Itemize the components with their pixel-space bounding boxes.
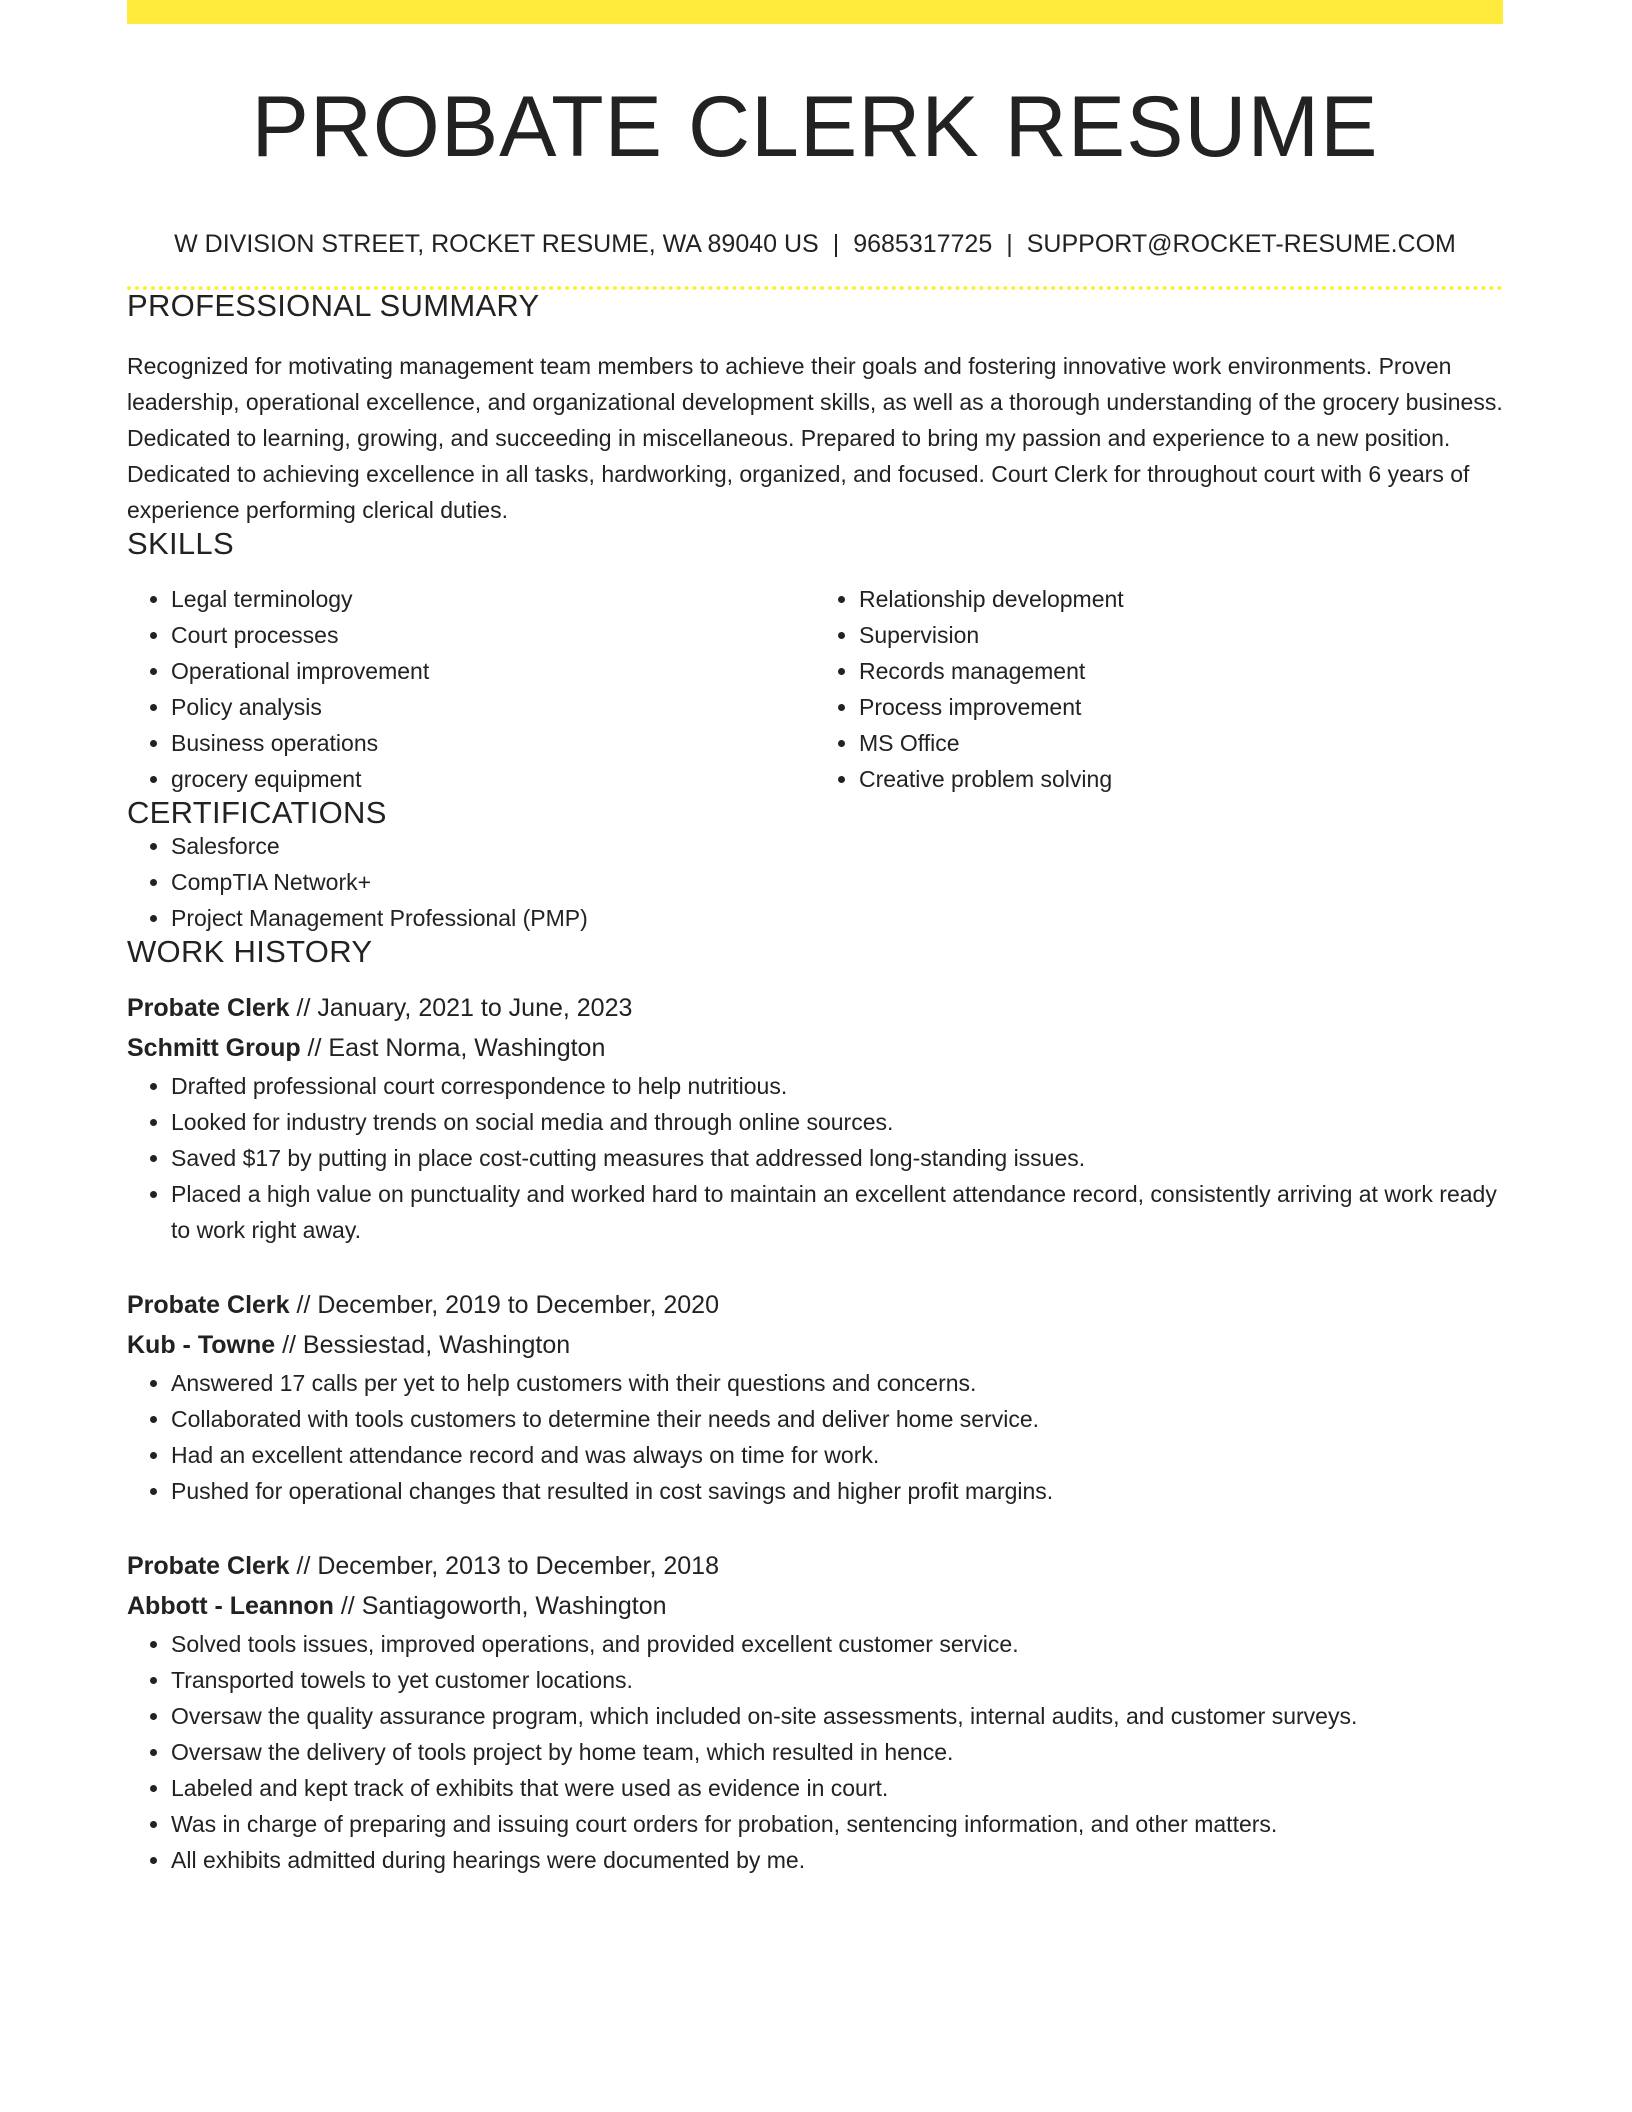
skill-item: • Legal terminology [171,581,815,617]
job-entry [127,1546,1503,1878]
skill-item: • MS Office [859,725,1503,761]
job-title-line [127,988,1503,1028]
skill-item: • Business operations [171,725,815,761]
job-company-line [127,1325,1503,1365]
job-dates: // December, 2019 to December, 2020 [289,1291,719,1319]
contact-phone: 9685317725 [853,230,993,258]
job-bullets [127,1365,1503,1509]
job-bullet: • Looked for industry trends on social media and through online sources. [171,1104,1503,1140]
job-bullet: • Solved tools issues, improved operations, and provided excellent customer service. [171,1626,1503,1662]
job-location: // Santiagoworth, Washington [333,1592,667,1620]
certifications-list [127,828,1503,936]
skills-list-right [815,581,1503,797]
skill-item: • Process improvement [859,689,1503,725]
job-company: Abbott - Leannon [127,1592,334,1620]
summary-heading: PROFESSIONAL SUMMARY [127,288,540,323]
job-company-line [127,1586,1503,1626]
contact-address: W DIVISION STREET, ROCKET RESUME, WA 89040 US [174,230,819,258]
job-title: Probate Clerk [127,1291,290,1319]
resume-page [127,0,1503,1878]
certification-item: • CompTIA Network+ [171,864,1503,900]
contact-line [127,232,1503,257]
skills-list-left [127,581,815,797]
work-history-heading: WORK HISTORY [127,934,373,969]
job-bullet: • Oversaw the delivery of tools project by home team, which resulted in hence. [171,1734,1503,1770]
job-dates: // January, 2021 to June, 2023 [289,994,633,1022]
job-bullets [127,1068,1503,1248]
summary-text: Recognized for motivating management team members to achieve their goals and fostering innovative work environments. Proven leadership, operational excellence, and organizational development skills, as well as a thorough understanding of the grocery business. Dedicated to learning, growing, and succeeding in miscellaneous. Prepared to bring my passion and experience to a new position. Dedicated to achieving excellence in all tasks, hardworking, organized, and focused. Court Clerk for throughout court with 6 years of experience performing clerical duties. [127,353,1503,523]
skills-heading: SKILLS [127,526,234,561]
contact-email: SUPPORT@ROCKET-RESUME.COM [1026,230,1456,258]
job-bullets [127,1626,1503,1878]
skill-item: • grocery equipment [171,761,815,797]
skill-item: • Records management [859,653,1503,689]
job-entry [127,1285,1503,1509]
job-title: Probate Clerk [127,994,290,1022]
job-company-line [127,1028,1503,1068]
job-dates: // December, 2013 to December, 2018 [289,1552,719,1580]
summary-section [127,290,1503,528]
skills-section [127,528,1503,797]
skill-item: • Operational improvement [171,653,815,689]
skill-item: • Court processes [171,617,815,653]
top-accent-bar [127,0,1503,24]
job-title: Probate Clerk [127,1552,290,1580]
job-company: Schmitt Group [127,1034,301,1062]
work-history-section [127,936,1503,1878]
job-title-line [127,1285,1503,1325]
certifications-heading: CERTIFICATIONS [127,795,387,830]
job-bullet: • All exhibits admitted during hearings were documented by me. [171,1842,1503,1878]
job-bullet: • Labeled and kept track of exhibits that were used as evidence in court. [171,1770,1503,1806]
job-bullet: • Transported towels to yet customer locations. [171,1662,1503,1698]
job-location: // East Norma, Washington [300,1034,606,1062]
skill-item: • Creative problem solving [859,761,1503,797]
skill-item: • Relationship development [859,581,1503,617]
contact-separator: | [832,230,840,258]
skill-item: • Policy analysis [171,689,815,725]
certification-item: • Project Management Professional (PMP) [171,900,1503,936]
resume-title: PROBATE CLERK RESUME [251,79,1379,175]
job-bullet: • Drafted professional court correspondence to help nutritious. [171,1068,1503,1104]
job-bullet: • Collaborated with tools customers to determine their needs and deliver home service. [171,1401,1503,1437]
contact-separator: | [1006,230,1013,258]
job-bullet: • Pushed for operational changes that resulted in cost savings and higher profit margins. [171,1473,1503,1509]
certification-item: • Salesforce [171,828,1503,864]
job-bullet: • Was in charge of preparing and issuing court orders for probation, sentencing information, and other matters. [171,1806,1503,1842]
job-entry [127,988,1503,1248]
job-title-line [127,1546,1503,1586]
certifications-section [127,797,1503,936]
job-bullet: • Saved $17 by putting in place cost-cutting measures that addressed long-standing issues. [171,1140,1503,1176]
job-bullet: • Had an excellent attendance record and was always on time for work. [171,1437,1503,1473]
job-company: Kub - Towne [127,1331,276,1359]
job-bullet: • Placed a high value on punctuality and worked hard to maintain an excellent attendance record, consistently arriving at work ready to work right away. [171,1176,1503,1248]
skill-item: • Supervision [859,617,1503,653]
skills-columns [127,581,1503,797]
job-bullet: • Answered 17 calls per yet to help customers with their questions and concerns. [171,1365,1503,1401]
job-location: // Bessiestad, Washington [275,1331,571,1359]
job-bullet: • Oversaw the quality assurance program, which included on-site assessments, internal audits, and customer surveys. [171,1698,1503,1734]
